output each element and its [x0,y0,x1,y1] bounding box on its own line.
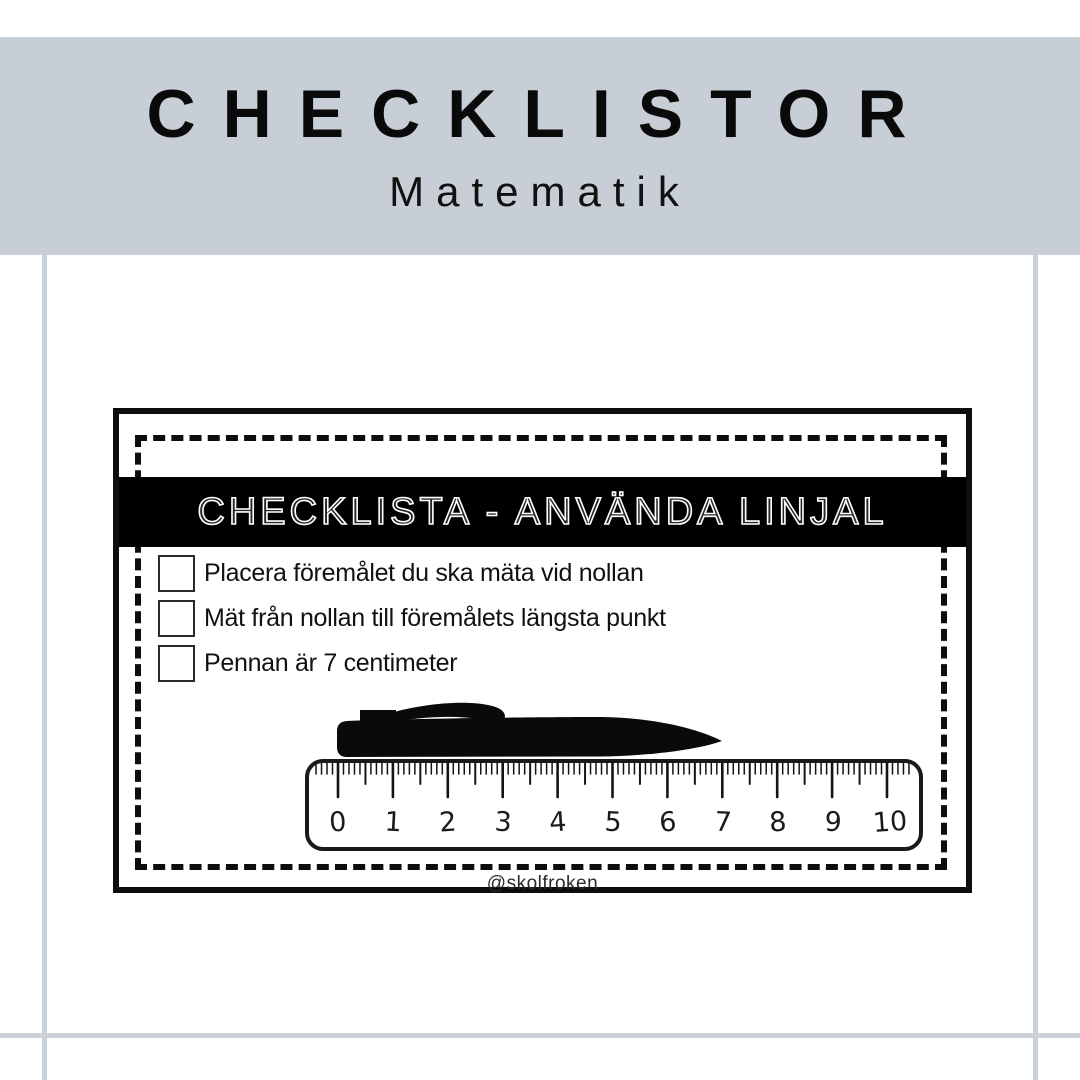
ruler-number: 6 [658,806,678,839]
checklist-item [158,555,666,592]
ruler-number: 8 [768,806,788,839]
ruler-number: 3 [493,806,513,839]
ruler-numbers [323,805,909,843]
ruler-number: 5 [603,806,623,839]
checkbox[interactable] [158,555,195,592]
credit-handle: @skolfroken [486,873,599,894]
checklist-item-label: Placera föremålet du ska mäta vid nollan [204,559,644,587]
pen-icon [334,698,734,760]
grid-line-right [1033,255,1038,1080]
ruler-number: 4 [548,806,568,839]
ruler-number: 1 [383,806,403,839]
checkbox[interactable] [158,600,195,637]
page-title: CHECKLISTOR [146,76,934,152]
checklist-item-label: Mät från nollan till föremålets längsta punkt [204,604,666,632]
ruler-number: 10 [871,805,909,840]
ruler-number: 7 [713,806,733,839]
card-banner-title: CHECKLISTA - ANVÄNDA LINJAL [197,490,888,533]
ruler-number: 2 [438,806,458,839]
checkbox[interactable] [158,645,195,682]
checklist-item [158,645,666,682]
ruler [303,755,925,855]
page-subtitle: Matematik [389,168,691,216]
ruler-number: 0 [328,806,348,839]
header-band [0,37,1080,255]
grid-line-left [42,255,47,1080]
checklist-item-label: Pennan är 7 centimeter [204,649,458,677]
checklist-card [113,408,972,893]
card-banner [119,477,966,547]
grid-line-bottom [0,1033,1080,1038]
ruler-number: 9 [823,806,843,839]
checklist-items [158,555,666,690]
checklist-item [158,600,666,637]
